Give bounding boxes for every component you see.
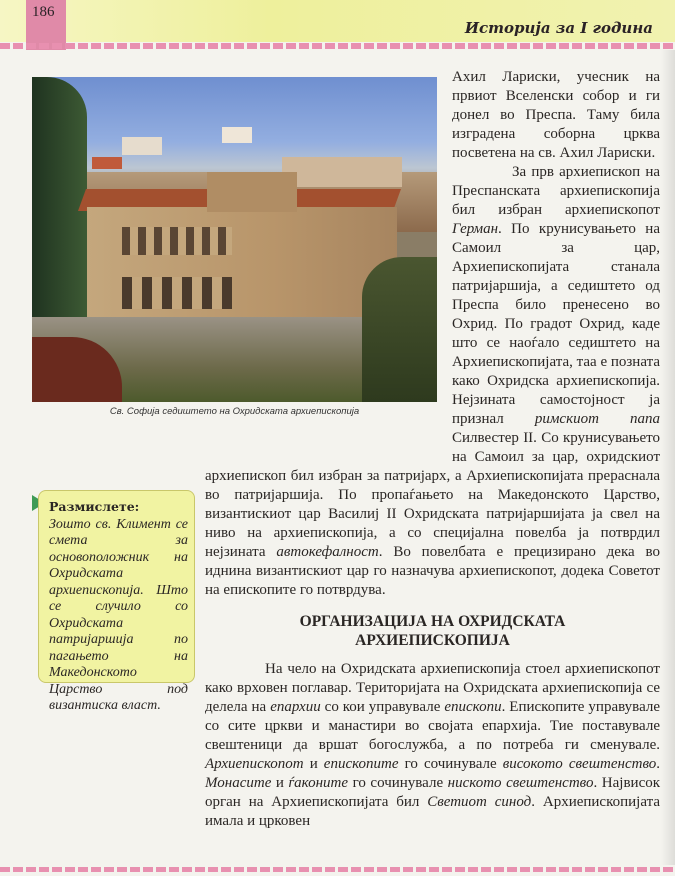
text: со кои управувале	[320, 699, 445, 715]
italic-term: епархии	[270, 699, 321, 715]
italic-term: ниското свештенство	[447, 775, 594, 791]
italic-term: Герман	[452, 221, 499, 237]
text: . Епископите управувале со сите цркви и манастири во својата епархија. Тие поставувале свештеници да вршат богослужба, а по потреба ги сменувале.	[205, 699, 660, 753]
footer-dashed-divider	[0, 867, 675, 872]
italic-term: епископите	[323, 756, 399, 772]
text: за цар, охридскиот архиепископ бил избран за патријарх, а Архиепископијата прераснала во патријаршија. По пропаѓањето на Македонското Царство, византискиот цар Василиј II Охридската патријаршијата ја свел на ниво на архиепископија, а со специјална повелба ја потврдил нејзината	[205, 449, 660, 560]
section-heading	[205, 612, 660, 650]
photo-wrap-spacer	[205, 68, 452, 453]
box-text: Зошто св. Климент се смета за основоположник на Охридската архиепископија. Што се случило со Охридската патријаршија по пагањето на Македонското Царство под византиска власт.	[49, 516, 188, 713]
house	[122, 137, 162, 155]
paragraph	[205, 660, 660, 831]
text: На чело на Охридската архиепископија стоел архиепископот како врховен поглавар. Територијата на Охридската архиепископија се делела на	[205, 661, 660, 715]
header-dashed-divider	[0, 43, 675, 49]
running-title: Историја за I година	[464, 19, 653, 37]
text: .	[656, 756, 661, 772]
italic-term: Монасите	[205, 775, 272, 791]
italic-term: Светиот синод	[427, 794, 532, 810]
text: и	[303, 756, 324, 772]
paragraph: Ахил Лариски, учесник на првиот Вселенски собор и ги донел во Преспа. Таму била изградена соборна црква посветена на св. Ахил Лариски.	[452, 69, 660, 161]
text: . По крунисувањето на Самоил за цар, Архиепископијата станала патријаршија, а седиштето од Преспа било пренесено во Охрид. По градот Охрид, каде што се наоѓало седиштето на Архиепископијата, таа е позната како Охридска архиепископија. Нејзината самостојност ја признал	[452, 221, 661, 427]
heading-line: ОРГАНИЗАЦИЈА НА ОХРИДСКАТА	[299, 613, 566, 630]
box-title: Размислете:	[49, 499, 140, 514]
main-text-flow	[205, 68, 660, 831]
roof	[92, 157, 122, 169]
text: За прв архиепископ на Преспанската архиепископија бил избран архиепископот	[452, 164, 660, 218]
italic-term: високото свештенство	[502, 756, 657, 772]
italic-term: римскиот папа	[534, 411, 660, 427]
italic-term: автокефалност	[276, 544, 379, 560]
text: . Највисок орган на Архиепископијата бил	[205, 775, 661, 810]
italic-term: епископи	[444, 699, 502, 715]
italic-term: ѓаконите	[288, 775, 349, 791]
text: Силвестер II. Со крунисувањето на Самоил	[452, 430, 660, 465]
text: . Архиепископијата имала и црковен	[205, 794, 661, 829]
photo-caption: Св. Софија седиштето на Охридската архиепископија	[109, 406, 360, 417]
text: го сочинувале	[348, 775, 448, 791]
think-about-box	[38, 490, 195, 713]
text: го сочинувале	[398, 756, 503, 772]
page-gutter-shadow	[661, 50, 675, 865]
text: и	[271, 775, 289, 791]
page-number: 186	[32, 4, 55, 20]
heading-line: АРХИЕПИСКОПИЈА	[355, 632, 510, 649]
text: . Во повелбата е прецизирано дека во иднина византискиот цар го назначува архиепископот, додека Советот на епископите го потврдува.	[205, 544, 660, 598]
italic-term: Архиепископот	[205, 756, 304, 772]
